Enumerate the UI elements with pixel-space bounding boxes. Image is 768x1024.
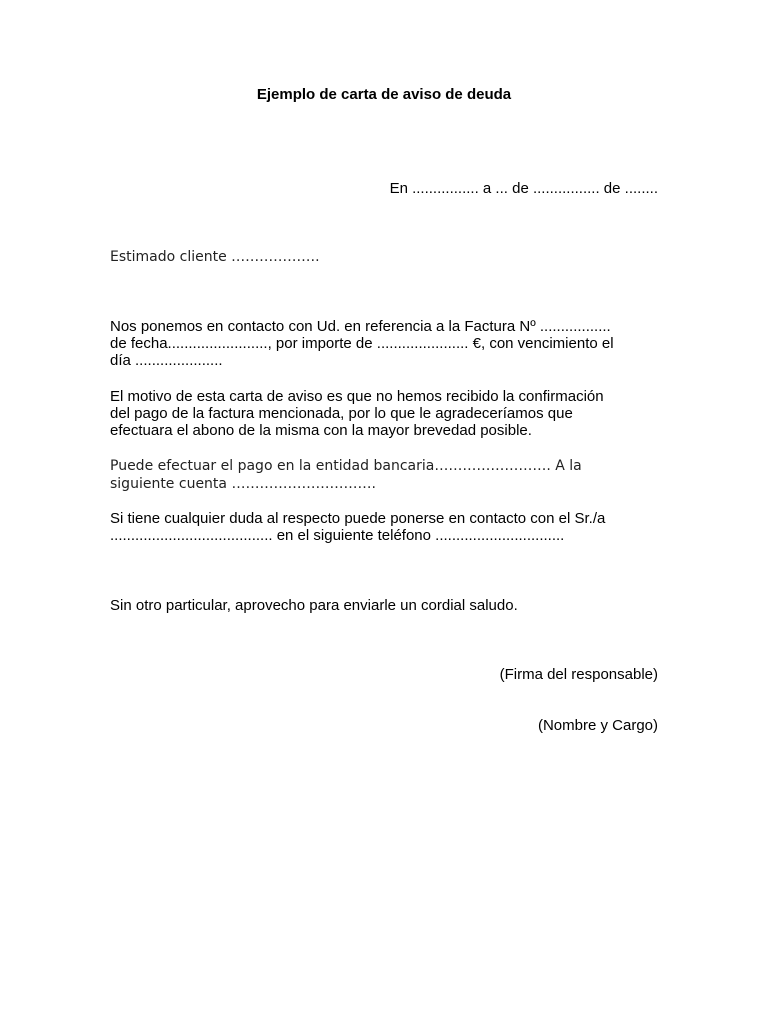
- name-position-placeholder: (Nombre y Cargo): [537, 717, 658, 734]
- paragraph-reason: [110, 388, 670, 439]
- paragraph-line: Si tiene cualquier duda al respecto puede ponerse en contacto con el Sr./a: [110, 510, 606, 527]
- paragraph-line: del pago de la factura mencionada, por lo que le agradeceríamos que: [110, 405, 573, 422]
- closing-line: Sin otro particular, aprovecho para enviarle un cordial saludo.: [110, 597, 518, 614]
- paragraph-line: ....................................... en el siguiente teléfono ...............................: [110, 527, 565, 544]
- paragraph-line: El motivo de esta carta de aviso es que no hemos recibido la confirmación: [110, 388, 604, 405]
- paragraph-invoice-reference: [110, 318, 670, 369]
- paragraph-line: siguiente cuenta ………………………….: [110, 476, 376, 492]
- paragraph-line: de fecha........................, por importe de ...................... €, con vencimiento el: [110, 335, 614, 352]
- signature-placeholder: (Firma del responsable): [499, 666, 658, 683]
- paragraph-contact: [110, 510, 670, 544]
- paragraph-line: Nos ponemos en contacto con Ud. en referencia a la Factura Nº .................: [110, 318, 611, 335]
- paragraph-line: día .....................: [110, 352, 223, 369]
- paragraph-line: efectuara el abono de la misma con la mayor brevedad posible.: [110, 422, 532, 439]
- greeting: Estimado cliente ……………….: [110, 249, 320, 265]
- paragraph-payment-info: [110, 457, 670, 493]
- paragraph-line: Puede efectuar el pago en la entidad bancaria……………………. A la: [110, 458, 582, 474]
- document-title: Ejemplo de carta de aviso de deuda: [256, 86, 512, 103]
- date-line: En ................ a ... de ................ de ........: [389, 180, 658, 197]
